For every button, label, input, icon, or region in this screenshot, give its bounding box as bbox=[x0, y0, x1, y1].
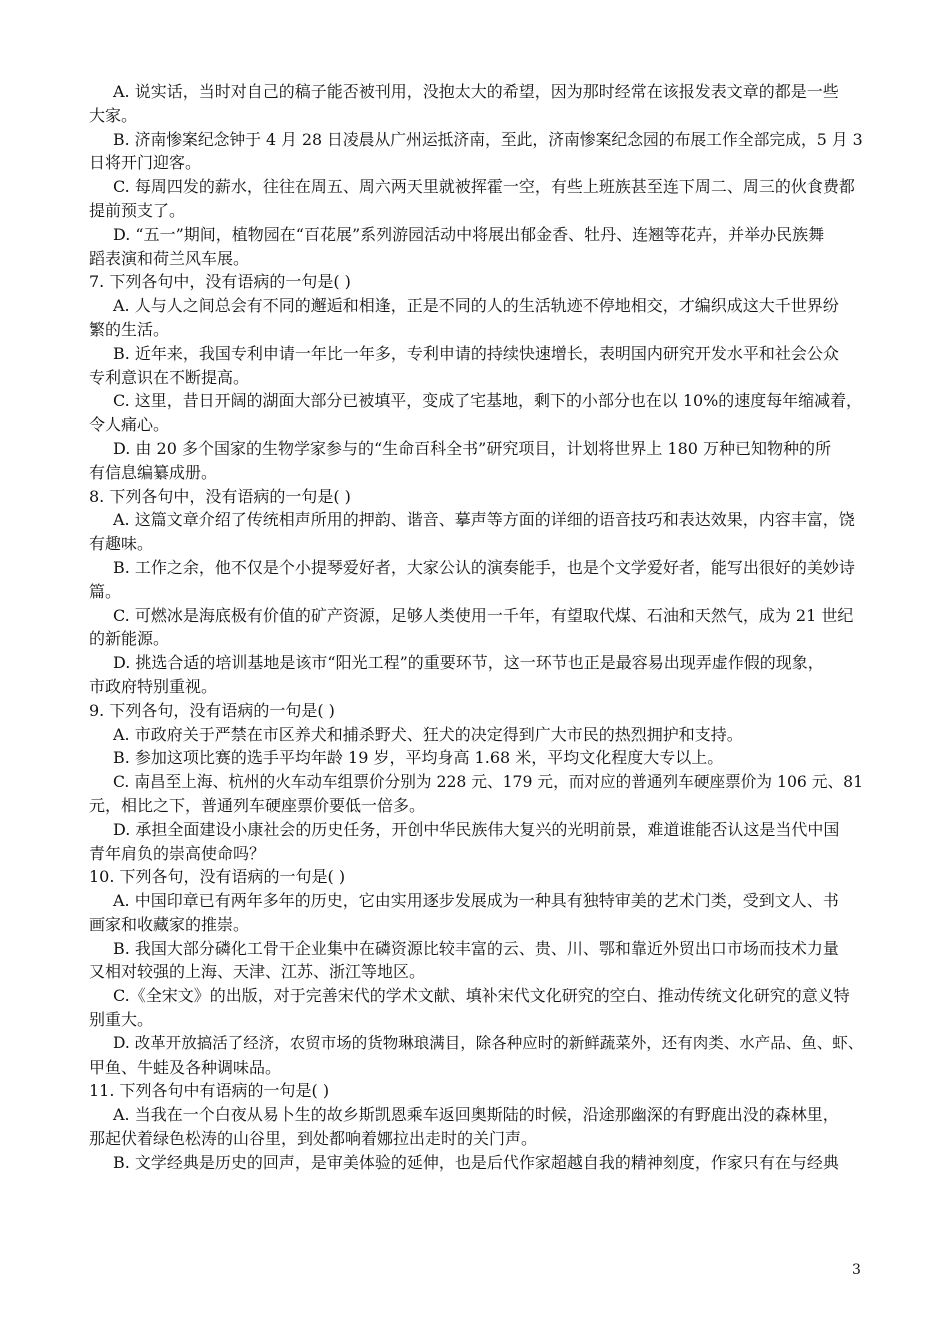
text-continuation-line: 日将开门迎客。 bbox=[89, 153, 202, 173]
text-continuation-line: 篇。 bbox=[89, 581, 122, 601]
text-continuation-line: 大家。 bbox=[89, 105, 138, 125]
answer-option-line: B. 济南惨案纪念钟于 4 月 28 日凌晨从广州运抵济南，至此，济南惨案纪念园的布展工作全部完成，5 月 3 bbox=[113, 129, 863, 149]
text-continuation-line: 令人痛心。 bbox=[89, 415, 170, 435]
text-continuation-line: 有趣味。 bbox=[89, 534, 154, 554]
text-continuation-line: 的新能源。 bbox=[89, 629, 170, 649]
text-continuation-line: 别重大。 bbox=[89, 1010, 154, 1030]
text-continuation-line: 市政府特别重视。 bbox=[89, 676, 218, 696]
question-stem: 8. 下列各句中，没有语病的一句是( ) bbox=[89, 486, 351, 506]
answer-option-line: B. 我国大部分磷化工骨干企业集中在磷资源比较丰富的云、贵、川、鄂和靠近外贸出口市场而技术力量 bbox=[113, 938, 839, 958]
question-stem: 10. 下列各句，没有语病的一句是( ) bbox=[89, 867, 346, 887]
answer-option-line: C. 每周四发的薪水，往往在周五、周六两天里就被挥霍一空，有些上班族甚至连下周二、周三的伙食费都 bbox=[113, 177, 855, 197]
text-continuation-line: 有信息编纂成册。 bbox=[89, 462, 218, 482]
answer-option-line: D. “五一”期间，植物园在“百花展”系列游园活动中将展出郁金香、牡丹、连翘等花卉，并举办民族舞 bbox=[113, 224, 825, 244]
answer-option-line: A. 人与人之间总会有不同的邂逅和相逢，正是不同的人的生活轨迹不停地相交，才编织成这大千世界纷 bbox=[113, 296, 839, 316]
page-number: 3 bbox=[852, 1262, 861, 1278]
answer-option-line: D. 改革开放搞活了经济，农贸市场的货物琳琅满目，除各种应时的新鲜蔬菜外，还有肉类、水产品、鱼、虾、 bbox=[113, 1033, 864, 1052]
text-continuation-line: 又相对较强的上海、天津、江苏、浙江等地区。 bbox=[89, 962, 426, 982]
text-continuation-line: 青年肩负的崇高使命吗？ bbox=[89, 843, 266, 863]
answer-option-line: C.《全宋文》的出版，对于完善宋代的学术文献、填补宋代文化研究的空白、推动传统文化研究的意义特 bbox=[113, 986, 850, 1006]
text-continuation-line: 画家和收藏家的推崇。 bbox=[89, 914, 250, 934]
question-stem: 7. 下列各句中，没有语病的一句是( ) bbox=[89, 272, 351, 292]
text-continuation-line: 繁的生活。 bbox=[89, 319, 170, 339]
answer-option-line: C. 这里，昔日开阔的湖面大部分已被填平，变成了宅基地，剩下的小部分也在以 10%的速度每年缩减着， bbox=[113, 391, 863, 411]
question-stem: 9. 下列各句，没有语病的一句是( ) bbox=[89, 700, 335, 720]
answer-option-line: A. 当我在一个白夜从易卜生的故乡斯凯恩乘车返回奥斯陆的时候，沿途那幽深的有野鹿出没的森林里， bbox=[113, 1105, 839, 1125]
text-continuation-line: 提前预支了。 bbox=[89, 200, 186, 220]
answer-option-line: D. 挑选合适的培训基地是该市“阳光工程”的重要环节，这一环节也正是最容易出现弄虚作假的现象， bbox=[113, 653, 824, 673]
answer-option-line: A. 说实话，当时对自己的稿子能否被刊用，没抱太大的希望，因为那时经常在该报发表文章的都是一些 bbox=[113, 82, 839, 101]
answer-option-line: D. 由 20 多个国家的生物学家参与的“生命百科全书”研究项目，计划将世界上 180 万种已知物种的所 bbox=[113, 438, 832, 458]
question-stem: 11. 下列各句中有语病的一句是( ) bbox=[89, 1081, 330, 1101]
answer-option-line: B. 参加这项比赛的选手平均年龄 19 岁，平均身高 1.68 米，平均文化程度大专以上。 bbox=[113, 748, 724, 768]
text-continuation-line: 元，相比之下，普通列车硬座票价要低一倍多。 bbox=[89, 795, 426, 815]
text-continuation-line: 甲鱼、牛蛙及各种调味品。 bbox=[89, 1057, 282, 1077]
answer-option-line: B. 工作之余，他不仅是个小提琴爱好者，大家公认的演奏能手，也是个文学爱好者，能写出很好的美妙诗 bbox=[113, 557, 855, 577]
text-continuation-line: 蹈表演和荷兰风车展。 bbox=[89, 248, 250, 268]
text-continuation-line: 那起伏着绿色松涛的山谷里，到处都响着娜拉出走时的关门声。 bbox=[89, 1129, 538, 1149]
answer-option-line: C. 可燃冰是海底极有价值的矿产资源，足够人类使用一千年，有望取代煤、石油和天然气，成为 21 世纪 bbox=[113, 605, 854, 625]
answer-option-line: B. 文学经典是历史的回声，是审美体验的延伸，也是后代作家超越自我的精神刻度，作家只有在与经典 bbox=[113, 1152, 839, 1172]
text-continuation-line: 专利意识在不断提高。 bbox=[89, 367, 250, 387]
answer-option-line: B. 近年来，我国专利申请一年比一年多，专利申请的持续快速增长，表明国内研究开发水平和社会公众 bbox=[113, 343, 839, 363]
answer-option-line: A. 中国印章已有两年多年的历史，它由实用逐步发展成为一种具有独特审美的艺术门类，受到文人、书 bbox=[113, 891, 839, 911]
answer-option-line: A. 这篇文章介绍了传统相声所用的押韵、谐音、摹声等方面的详细的语音技巧和表达效果，内容丰富，饶 bbox=[113, 510, 855, 530]
answer-option-line: C. 南昌至上海、杭州的火车动车组票价分别为 228 元、179 元，而对应的普通列车硬座票价为 106 元、81 bbox=[113, 772, 864, 792]
exam-text-body bbox=[89, 80, 863, 1175]
answer-option-line: D. 承担全面建设小康社会的历史任务，开创中华民族伟大复兴的光明前景，难道谁能否认这是当代中国 bbox=[113, 819, 840, 839]
answer-option-line: A. 市政府关于严禁在市区养犬和捕杀野犬、狂犬的决定得到广大市民的热烈拥护和支持。 bbox=[113, 724, 743, 744]
